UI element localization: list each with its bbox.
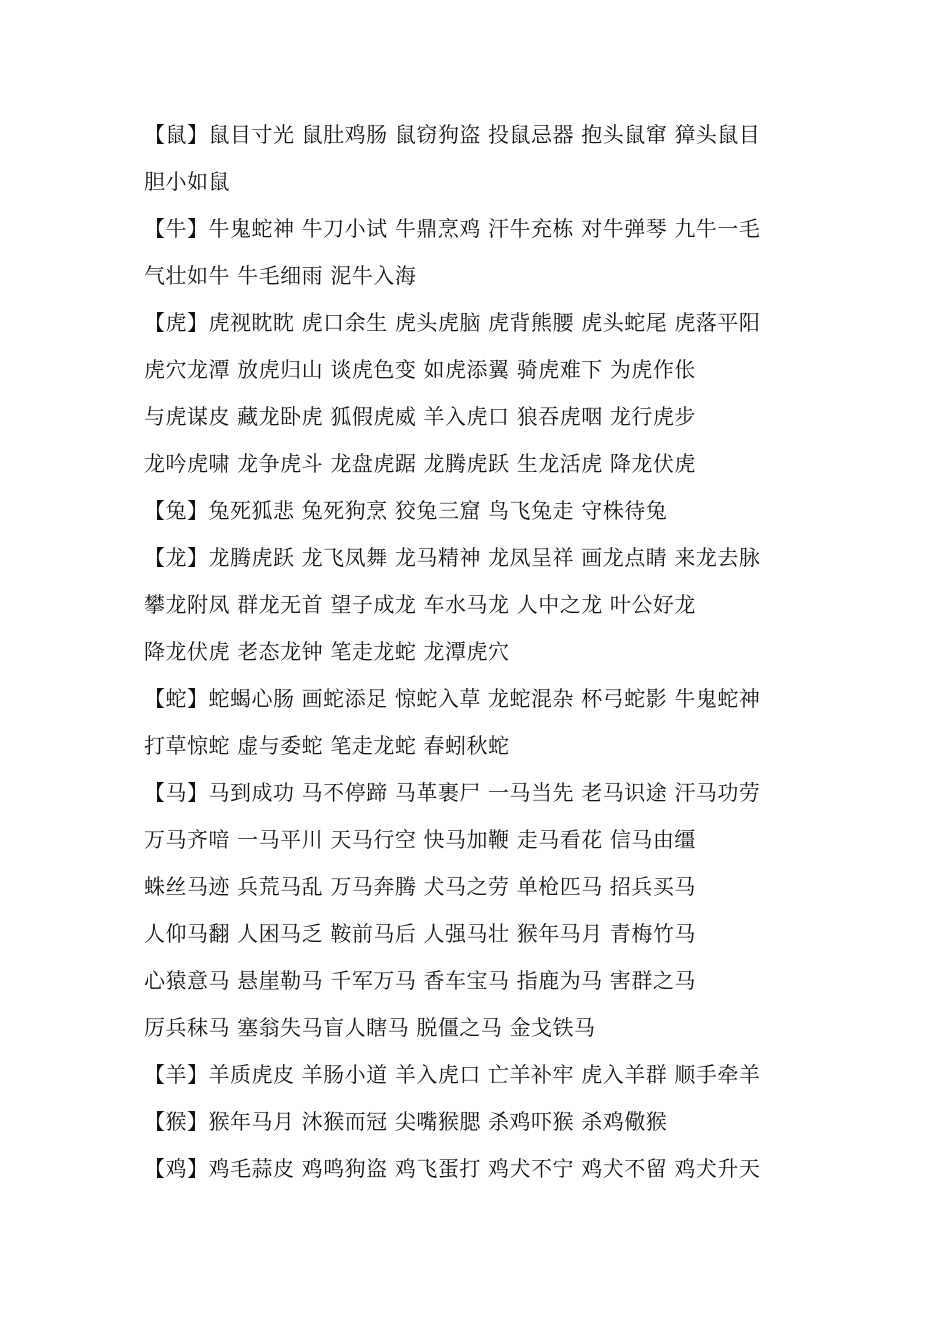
text-line-tiger-cont-3: 龙吟虎啸 龙争虎斗 龙盘虎踞 龙腾虎跃 生龙活虎 降龙伏虎	[144, 452, 696, 476]
text-line-rabbit: 【兔】兔死狐悲 兔死狗烹 狡兔三窟 鸟飞兔走 守株待兔	[144, 499, 668, 523]
text-line-horse-cont-5: 厉兵秣马 塞翁失马盲人瞎马 脱僵之马 金戈铁马	[144, 1016, 596, 1040]
text-line-horse: 【马】马到成功 马不停蹄 马革裹尸 一马当先 老马识途 汗马功劳	[144, 781, 761, 805]
idiom-list	[144, 112, 824, 1193]
text-line-tiger: 【虎】虎视眈眈 虎口余生 虎头虎脑 虎背熊腰 虎头蛇尾 虎落平阳	[144, 311, 761, 335]
text-line-goat: 【羊】羊质虎皮 羊肠小道 羊入虎口 亡羊补牢 虎入羊群 顺手牵羊	[144, 1063, 761, 1087]
text-line-tiger-cont-2: 与虎谋皮 藏龙卧虎 狐假虎威 羊入虎口 狼吞虎咽 龙行虎步	[144, 405, 696, 429]
text-line-rat-cont: 胆小如鼠	[144, 170, 230, 194]
text-line-rooster: 【鸡】鸡毛蒜皮 鸡鸣狗盗 鸡飞蛋打 鸡犬不宁 鸡犬不留 鸡犬升天	[144, 1157, 761, 1181]
text-line-ox: 【牛】牛鬼蛇神 牛刀小试 牛鼎烹鸡 汗牛充栋 对牛弹琴 九牛一毛	[144, 217, 761, 241]
text-line-tiger-cont-1: 虎穴龙潭 放虎归山 谈虎色变 如虎添翼 骑虎难下 为虎作伥	[144, 358, 696, 382]
text-line-ox-cont: 气壮如牛 牛毛细雨 泥牛入海	[144, 264, 417, 288]
text-line-horse-cont-2: 蛛丝马迹 兵荒马乱 万马奔腾 犬马之劳 单枪匹马 招兵买马	[144, 875, 696, 899]
text-line-horse-cont-4: 心猿意马 悬崖勒马 千军万马 香车宝马 指鹿为马 害群之马	[144, 969, 696, 993]
text-line-snake: 【蛇】蛇蝎心肠 画蛇添足 惊蛇入草 龙蛇混杂 杯弓蛇影 牛鬼蛇神	[144, 687, 761, 711]
text-line-dragon-cont-2: 降龙伏虎 老态龙钟 笔走龙蛇 龙潭虎穴	[144, 640, 510, 664]
text-line-snake-cont: 打草惊蛇 虚与委蛇 笔走龙蛇 春蚓秋蛇	[144, 734, 510, 758]
text-line-dragon: 【龙】龙腾虎跃 龙飞凤舞 龙马精神 龙凤呈祥 画龙点睛 来龙去脉	[144, 546, 761, 570]
text-line-monkey: 【猴】猴年马月 沐猴而冠 尖嘴猴腮 杀鸡吓猴 杀鸡儆猴	[144, 1110, 668, 1134]
text-line-horse-cont-1: 万马齐喑 一马平川 天马行空 快马加鞭 走马看花 信马由缰	[144, 828, 696, 852]
text-line-horse-cont-3: 人仰马翻 人困马乏 鞍前马后 人强马壮 猴年马月 青梅竹马	[144, 922, 696, 946]
text-line-rat: 【鼠】鼠目寸光 鼠肚鸡肠 鼠窃狗盗 投鼠忌器 抱头鼠窜 獐头鼠目	[144, 123, 761, 147]
text-line-dragon-cont-1: 攀龙附凤 群龙无首 望子成龙 车水马龙 人中之龙 叶公好龙	[144, 593, 696, 617]
